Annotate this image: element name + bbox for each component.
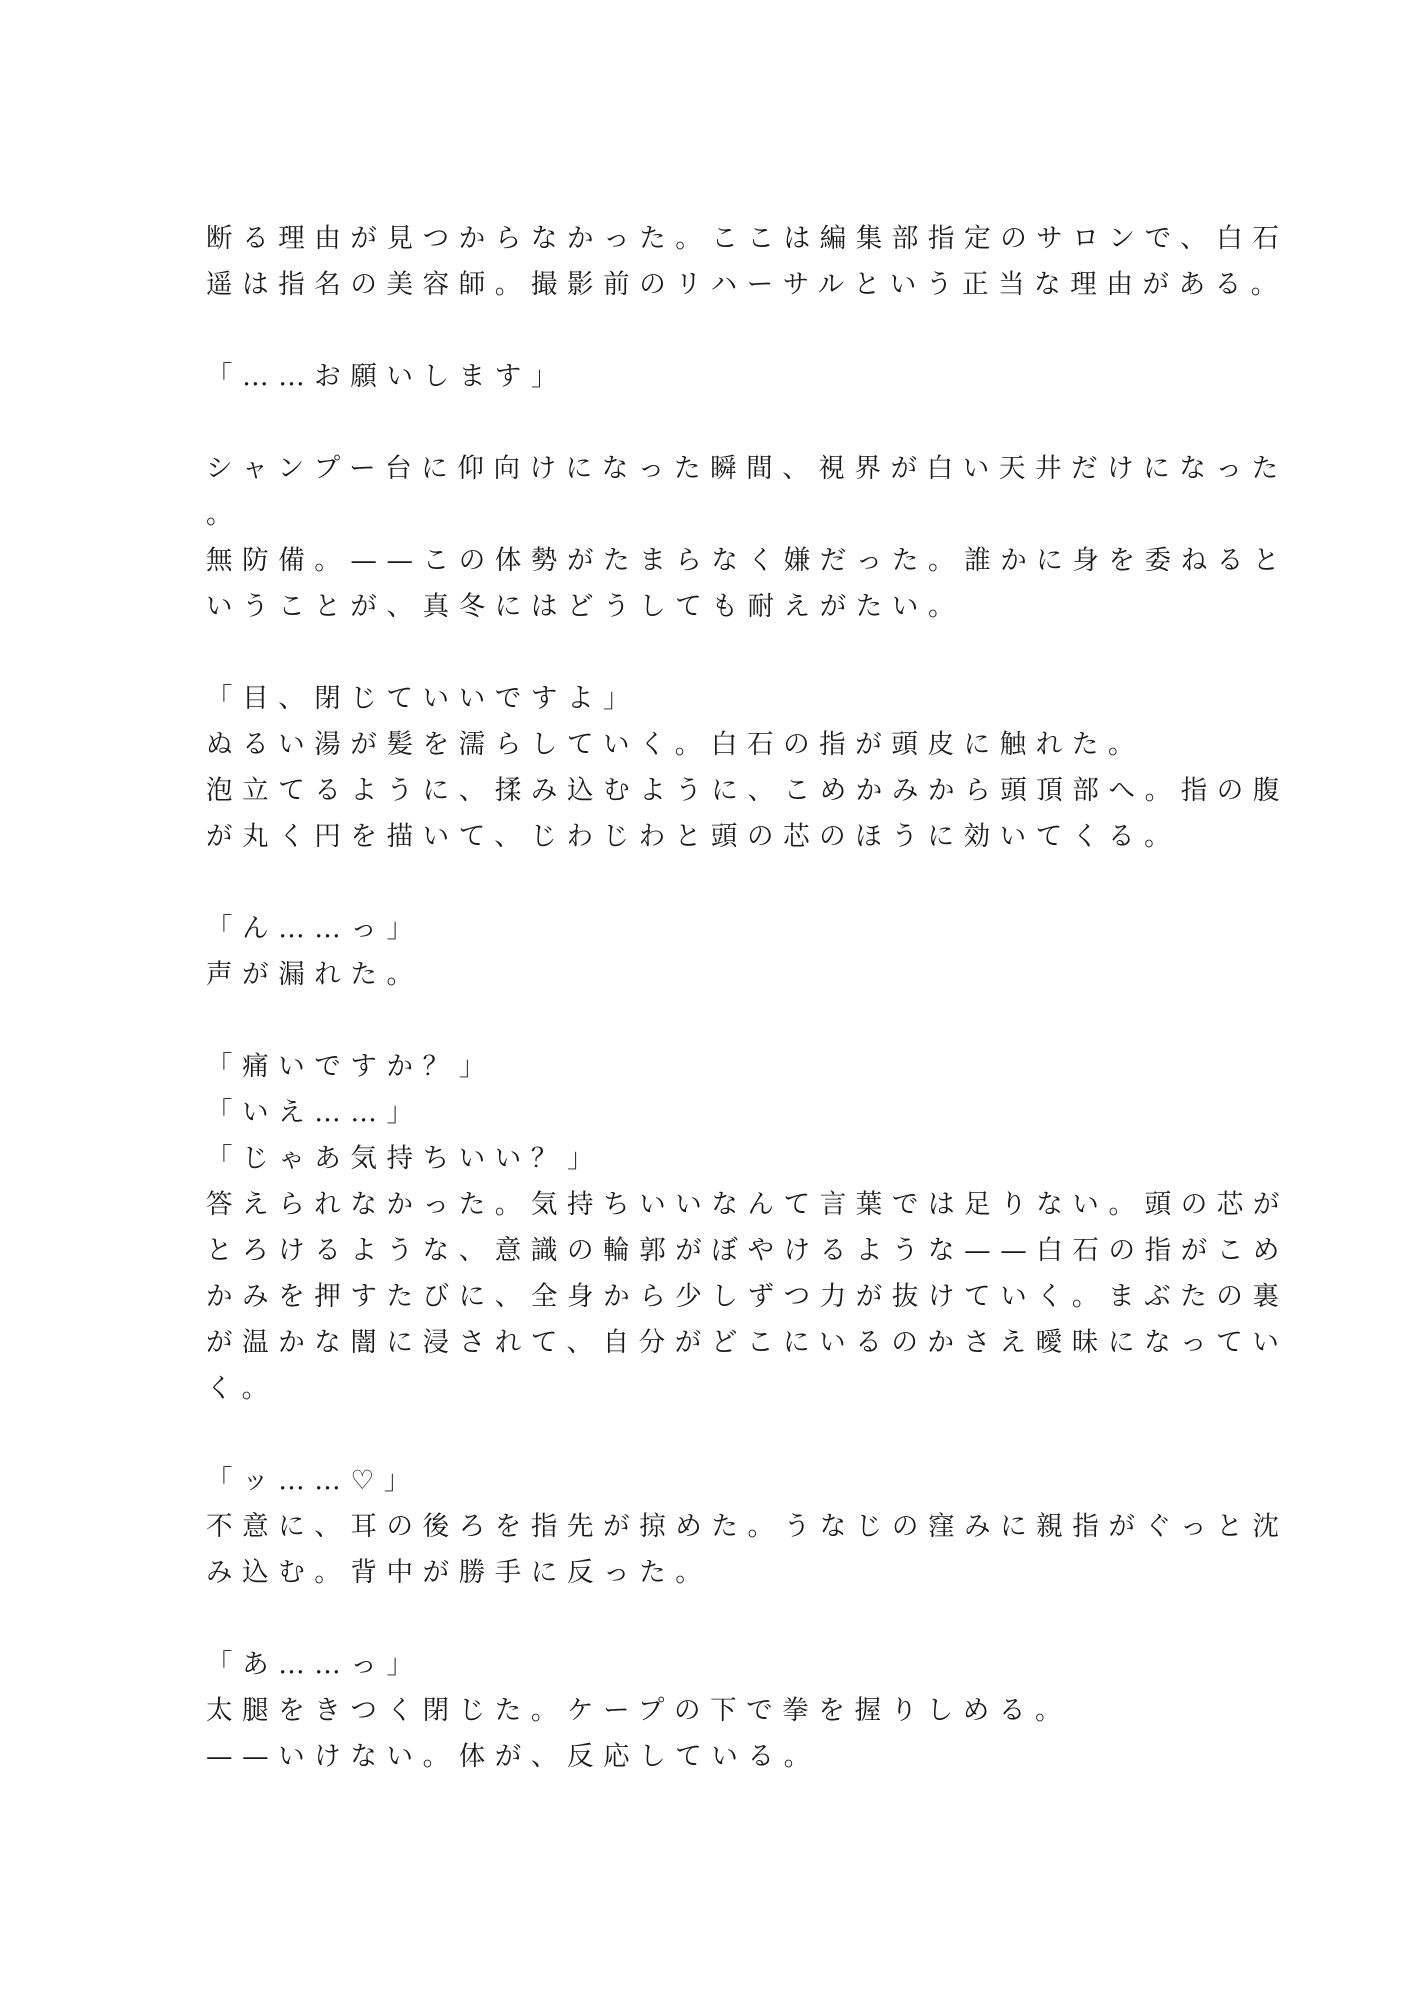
text-line: とろけるような、意識の輪郭がぼやけるような——白石の指がこめ [206,1235,1289,1266]
document-page [206,216,1289,1780]
text-line: ぬるい湯が髪を濡らしていく。白石の指が頭皮に触れた。 [206,729,1145,760]
text-line: ——いけない。体が、反応している。 [206,1741,820,1772]
dialogue-line: 「痛いですか？」 [206,1051,495,1082]
text-line: が温かな闇に浸されて、自分がどこにいるのかさえ曖昧になってい [206,1327,1289,1358]
dialogue-line: 「……お願いします」 [206,361,567,392]
text-line: が丸く円を描いて、じわじわと頭の芯のほうに効いてくる。 [206,821,1181,852]
text-line: く。 [206,1373,278,1404]
text-line: 不意に、耳の後ろを指先が掠めた。うなじの窪みに親指がぐっと沈 [206,1511,1289,1542]
dialogue-line: 「いえ……」 [206,1097,423,1128]
dialogue-line: 「じゃあ気持ちいい？」 [206,1143,604,1174]
text-line: 泡立てるように、揉み込むように、こめかみから頭頂部へ。指の腹 [206,775,1289,806]
text-line: 断る理由が見つからなかった。ここは編集部指定のサロンで、白石 [206,223,1289,254]
text-line: 遥は指名の美容師。撮影前のリハーサルという正当な理由がある。 [206,269,1287,300]
text-line: かみを押すたびに、全身から少しずつ力が抜けていく。まぶたの裏 [206,1281,1289,1312]
dialogue-line: 「目、閉じていいですよ」 [206,683,640,714]
text-line: 。 [206,499,243,530]
blank-line [206,1412,1206,1458]
blank-line [206,308,1206,354]
text-line: 答えられなかった。気持ちいいなんて言葉では足りない。頭の芯が [206,1189,1289,1220]
blank-line [206,400,1206,446]
text-line: 声が漏れた。 [206,959,423,990]
blank-line [206,998,1206,1044]
blank-line [206,630,1206,676]
dialogue-line: 「ん……っ」 [206,913,423,944]
dialogue-line: 「あ……っ」 [206,1649,423,1680]
blank-line [206,860,1206,906]
text-line: 太腿をきつく閉じた。ケープの下で拳を握りしめる。 [206,1695,1072,1726]
dialogue-line: 「ッ……♡」 [206,1465,420,1496]
text-line: いうことが、真冬にはどうしても耐えがたい。 [206,591,965,622]
blank-line [206,1596,1206,1642]
text-line: み込む。背中が勝手に反った。 [206,1557,712,1588]
text-line: シャンプー台に仰向けになった瞬間、視界が白い天井だけになった [206,453,1288,484]
text-line: 無防備。——この体勢がたまらなく嫌だった。誰かに身を委ねると [206,545,1289,576]
